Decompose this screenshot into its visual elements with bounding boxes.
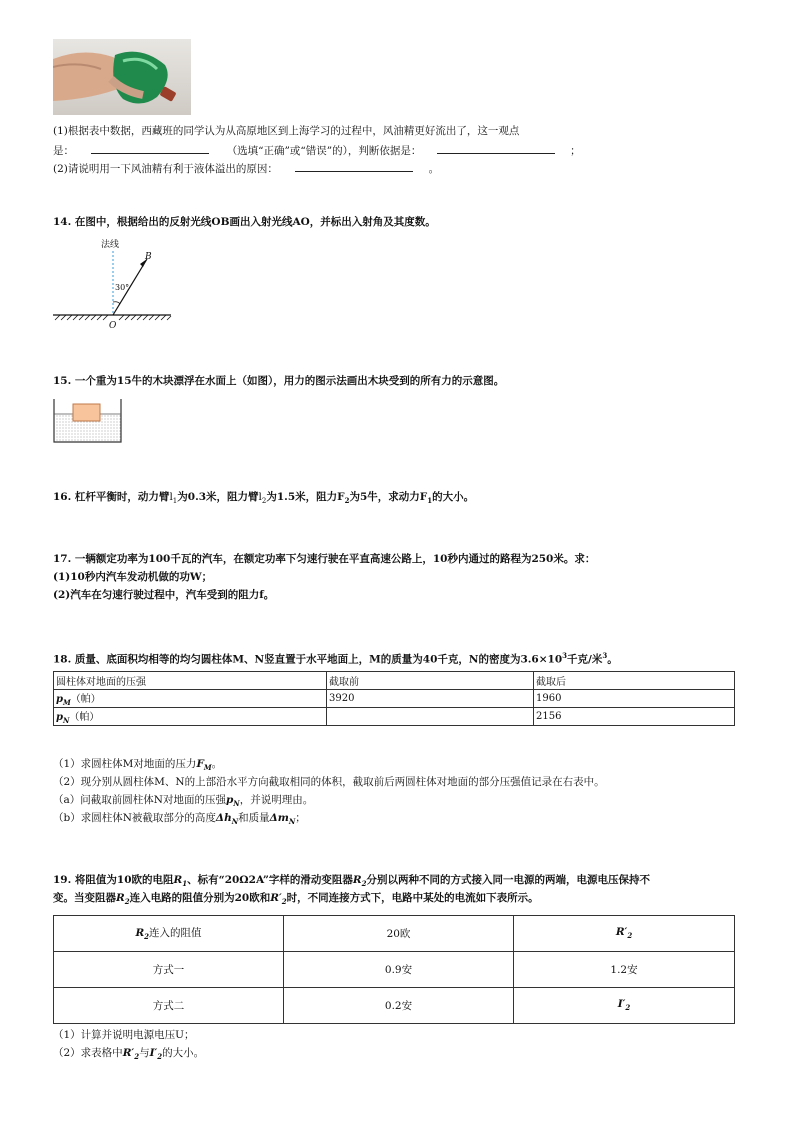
table-cell: 1960 [534, 690, 735, 708]
rheostat-symbol: R [116, 892, 125, 904]
rheostat-prime-symbol: R′ [615, 926, 628, 939]
q13-part1-line1: (1)根据表中数据，西藏班的同学认为从高原地区到上海学习的过程中，风油精更好流出了，这一观点 [53, 125, 520, 137]
pressure-sub: N [63, 716, 70, 725]
q16-text-3: 为1.5米，阻力F [266, 491, 345, 503]
resistor-symbol: R [173, 874, 183, 886]
q13-line2-end: ； [570, 145, 581, 157]
q18-suba-end: ，并说明理由。 [239, 794, 314, 806]
q19-text-4: 变。当变阻器 [53, 892, 116, 904]
q13-answer-blank-3[interactable] [295, 159, 413, 172]
height-sub: N [231, 817, 239, 827]
table-header-cell [54, 916, 284, 952]
q18-sub2: （2）现分别从圆柱体M、N的上部沿水平方向截取相同的体积，截取前后两圆柱体对地面的部分压强值记录在右表中。 [53, 776, 605, 788]
q14-angle-label: 30° [115, 283, 130, 292]
q16-text-4: 为5牛，求动力F [349, 491, 428, 503]
q13-part2-line [53, 159, 439, 177]
table-header-row [54, 672, 735, 690]
q19-sub2-end: 的大小。 [162, 1047, 205, 1059]
pressure-symbol: p [225, 794, 234, 806]
table-cell: 3920 [327, 690, 534, 708]
table-row [54, 708, 735, 726]
unit-label: （帕） [69, 712, 100, 723]
q16-l1-symbol: l [169, 491, 173, 503]
table-cell-label [54, 708, 327, 726]
q18-text-1: 18. 质量、底面积均相等的均匀圆柱体M、N竖直置于水平地面上，M的质量为40千克，N的密度为3.6×10 [53, 653, 563, 666]
current-prime-sub: 2 [625, 1003, 631, 1013]
rheostat-sub: 2 [361, 879, 367, 889]
q13-line2-mid: （选填“正确”或“错误”的），判断依据是： [226, 145, 422, 157]
current-prime-symbol: I′ [617, 998, 626, 1011]
q17-sub2: (2)汽车在匀速行驶过程中，汽车受到的阻力f。 [53, 589, 275, 601]
q19-text-3: 分别以两种不同的方式接入同一电源的两端，电源电压保持不 [366, 874, 651, 886]
rheostat-prime-symbol: R′ [122, 1047, 135, 1059]
q19-sub1: （1）计算并说明电源电压U； [53, 1029, 195, 1041]
rheostat-prime-sub: 2 [281, 897, 287, 907]
force-symbol: F [196, 758, 204, 770]
table-header-cell [514, 916, 735, 952]
q13-part1-line2 [53, 141, 581, 159]
unit-label: （帕） [70, 694, 101, 705]
q18-exponent: 3 [562, 651, 568, 660]
table-header-cell: 截取后 [534, 672, 735, 690]
q19-sub2-mid: 与 [139, 1047, 150, 1059]
q18-exponent-2: 3 [602, 651, 608, 660]
table-cell: 1.2安 [514, 952, 735, 988]
q17-sub1: (1)10秒内汽车发动机做的功W； [53, 571, 213, 583]
q18-question [53, 648, 618, 668]
q16-l2-symbol: l [258, 491, 262, 503]
current-prime-symbol: I′ [149, 1047, 158, 1059]
q18-sub1-end: 。 [211, 758, 223, 770]
table-row [54, 952, 735, 988]
q16-question [53, 489, 474, 509]
rheostat-prime-sub: 2 [627, 931, 633, 941]
rheostat-symbol: R [352, 874, 362, 886]
q18-text-3: 。 [607, 653, 618, 666]
q19-sub2 [53, 1045, 204, 1065]
essential-oil-bottle-photo [53, 39, 191, 115]
table-cell: 方式二 [54, 988, 284, 1024]
table-cell: 0.9安 [284, 952, 514, 988]
q18-sub-b [53, 810, 306, 830]
q14-label-o: O [109, 321, 117, 330]
table-cell [514, 988, 735, 1024]
table-header-cell: 20欧 [284, 916, 514, 952]
table-header-cell: 截取前 [327, 672, 534, 690]
q18-suba-text: （a）问截取前圆柱体N对地面的压强 [53, 794, 226, 806]
q16-text-5: 的大小。 [432, 491, 475, 503]
table-cell: 方式一 [54, 952, 284, 988]
table-row [54, 988, 735, 1024]
force-sub: M [203, 763, 212, 773]
q16-f2-sub: 2 [344, 496, 350, 506]
q17-question: 17. 一辆额定功率为100千瓦的汽车，在额定功率下匀速行驶在平直高速公路上，10秒内通过的路程为250米。求： [53, 553, 596, 565]
q19-sub2-text: （2）求表格中 [53, 1047, 123, 1059]
q14-normal-label: 法线 [101, 240, 120, 250]
pressure-sub: N [233, 799, 240, 809]
q13-answer-blank-1[interactable] [91, 141, 209, 154]
q18-text-2: 千克/米 [567, 653, 603, 666]
pressure-symbol: p [56, 712, 63, 723]
rheostat-prime-symbol: R′ [270, 892, 282, 904]
q13-line2-prefix: 是： [53, 145, 74, 157]
table-header-row [54, 916, 735, 952]
q19-current-table [53, 915, 735, 1024]
q13-line3-end: 。 [428, 163, 440, 175]
q13-line3-prefix: (2)请说明用一下风油精有利于液体溢出的原因： [53, 163, 278, 175]
q16-text-2: 为0.3米，阻力臂 [177, 491, 259, 503]
mass-sub: N [288, 817, 296, 827]
table-cell: 0.2安 [284, 988, 514, 1024]
header-text: 连入的阻值 [149, 927, 202, 940]
q13-answer-blank-2[interactable] [437, 141, 555, 154]
q15-floating-block-diagram [53, 397, 123, 444]
q18-subb-end: ； [295, 812, 306, 824]
q16-text-1: 16. 杠杆平衡时，动力臂 [53, 491, 170, 503]
pressure-symbol: p [56, 694, 63, 705]
mass-symbol: Δm [269, 812, 289, 824]
pressure-sub: M [63, 698, 71, 707]
q18-subb-text: （b）求圆柱体N被截取部分的高度 [53, 812, 216, 824]
q18-pressure-table [53, 671, 735, 726]
q16-f1-sub: 1 [427, 496, 433, 506]
height-symbol: Δh [215, 812, 232, 824]
table-cell: 2156 [534, 708, 735, 726]
rheostat-prime-sub: 2 [134, 1052, 140, 1062]
q19-text-5: 连入电路的阻值分别为20欧和 [129, 892, 271, 904]
q19-line2 [53, 890, 539, 910]
q19-text-1: 19. 将阻值为10欧的电阻 [53, 874, 174, 886]
q16-l1-sub: 1 [172, 497, 178, 506]
q19-text-2: 、标有“20Ω2A”字样的滑动变阻器 [187, 874, 353, 886]
rheostat-sub: 2 [144, 932, 150, 942]
q15-question: 15. 一个重为15牛的木块漂浮在水面上（如图），用力的图示法画出木块受到的所有力的示意图。 [53, 375, 505, 387]
table-cell [327, 708, 534, 726]
q19-text-6: 时，不同连接方式下，电路中某处的电流如下表所示。 [286, 892, 539, 904]
q14-label-b: B [145, 252, 152, 262]
q18-sub1-text: （1）求圆柱体M对地面的压力 [53, 758, 197, 770]
current-prime-sub: 2 [157, 1052, 163, 1062]
rheostat-symbol: R [135, 927, 145, 940]
table-row [54, 690, 735, 708]
q14-question: 14. 在图中，根据给出的反射光线OB画出入射光线AO，并标出入射角及其度数。 [53, 216, 436, 228]
q16-l2-sub: 2 [261, 497, 267, 506]
rheostat-sub: 2 [124, 897, 130, 907]
table-cell-label [54, 690, 327, 708]
q14-reflection-diagram [53, 234, 178, 330]
resistor-sub: 1 [182, 879, 188, 889]
q18-subb-mid: 和质量 [238, 812, 270, 824]
table-header-cell: 圆柱体对地面的压强 [54, 672, 327, 690]
